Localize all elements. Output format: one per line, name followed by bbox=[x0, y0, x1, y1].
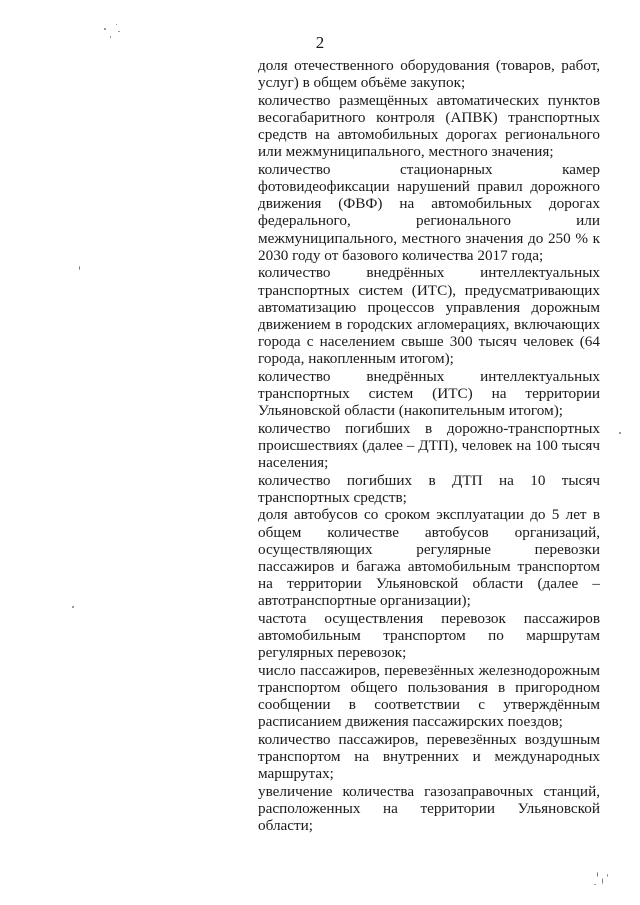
scan-speck bbox=[104, 28, 106, 30]
scan-speck bbox=[619, 432, 621, 434]
scan-speck bbox=[116, 24, 117, 25]
scan-speck bbox=[597, 872, 598, 877]
scan-speck bbox=[79, 266, 80, 270]
page-number: 2 bbox=[315, 33, 325, 52]
paragraph-fatalities-population: количество погибших в дорожно-транспортных происшествиях (далее – ДТП), человек на 100 тысяч населения; bbox=[258, 419, 600, 472]
paragraph-bus-age-share: доля автобусов со сроком эксплуатации до 5 лет в общем количестве автобусов организаций, осуществляющих регулярные перевозки пассажиров и багажа автомобильным транспортом на территории Ульяновской области (далее – автотранспортные организации); bbox=[258, 506, 600, 610]
scan-speck bbox=[72, 606, 74, 608]
scan-speck bbox=[602, 878, 603, 884]
scan-speck bbox=[118, 31, 120, 32]
paragraph-import-share: доля отечественного оборудования (товаров, работ, услуг) в общем объёме закупок; bbox=[258, 57, 600, 92]
scan-speck bbox=[607, 874, 608, 877]
paragraph-gas-stations: увеличение количества газозаправочных станций, расположенных на территории Ульяновской области; bbox=[258, 782, 600, 835]
scan-speck bbox=[110, 36, 111, 38]
paragraph-its-ulyanovsk: количество внедрённых интеллектуальных транспортных систем (ИТС) на территории Ульяновской области (накопительным итогом); bbox=[258, 367, 600, 420]
paragraph-fatalities-vehicles: количество погибших в ДТП на 10 тысяч транспортных средств; bbox=[258, 471, 600, 506]
paragraph-air-passengers: количество пассажиров, перевезённых воздушным транспортом на внутренних и международных маршрутах; bbox=[258, 730, 600, 783]
paragraph-transport-frequency: частота осуществления перевозок пассажиров автомобильным транспортом по маршрутам регулярных перевозок; bbox=[258, 609, 600, 662]
paragraph-its-agglomerations: количество внедрённых интеллектуальных транспортных систем (ИТС), предусматривающих автоматизацию процессов управления дорожным движением в городских агломерациях, включающих города с населением свыше 300 тысяч человек (64 города, накопленным итогом); bbox=[258, 264, 600, 368]
paragraph-apvk-count: количество размещённых автоматических пунктов весогабаритного контроля (АПВК) транспортных средств на автомобильных дорогах регионального или межмуниципального, местного значения; bbox=[258, 91, 600, 161]
paragraph-rail-passengers: число пассажиров, перевезённых железнодорожным транспортом общего пользования в пригородном сообщении в соответствии с утверждённым расписанием движения пассажирских поездов; bbox=[258, 661, 600, 731]
document-body bbox=[258, 57, 600, 835]
paragraph-photo-cameras: количество стационарных камер фотовидеофиксации нарушений правил дорожного движения (ФВФ) на автомобильных дорогах федерального, регионального или межмуниципального, местного значения до 250 % к 2030 году от базового количества 2017 года; bbox=[258, 160, 600, 264]
scan-speck bbox=[594, 884, 596, 885]
